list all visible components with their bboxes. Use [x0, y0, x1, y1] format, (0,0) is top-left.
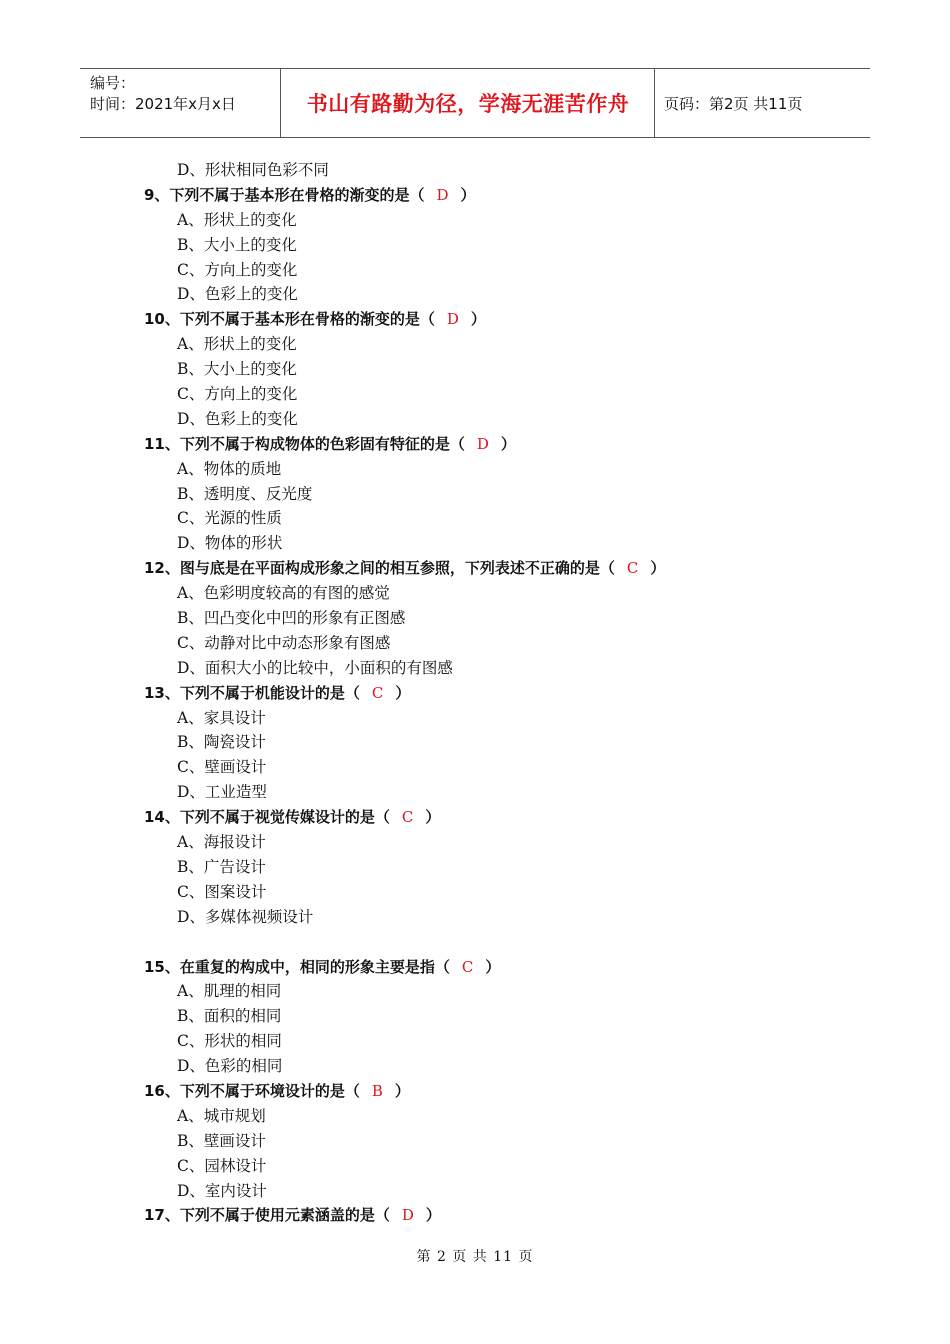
option-item: C、园林设计: [177, 1156, 267, 1175]
option-item: A、物体的质地: [177, 459, 282, 478]
option-item: A、形状上的变化: [177, 210, 297, 229]
answer-mark: C: [626, 559, 639, 578]
option-item: C、方向上的变化: [177, 260, 298, 279]
question-text: 10、下列不属于基本形在骨格的渐变的是（: [144, 310, 435, 329]
page-header: [80, 68, 870, 138]
option-item: B、广告设计: [177, 857, 266, 876]
question-line: [0, 307, 950, 332]
option-item: D、形状相同色彩不同: [177, 161, 329, 179]
option-item: C、方向上的变化: [177, 385, 298, 404]
answer-mark: D: [446, 310, 459, 329]
serial-label: 编号：: [90, 74, 136, 92]
question-line: [0, 556, 950, 581]
question-close: ）: [425, 808, 441, 827]
option-item: A、城市规划: [177, 1106, 266, 1125]
option-item: C、壁画设计: [177, 758, 267, 777]
option-item: B、陶瓷设计: [177, 733, 266, 752]
question-text: 17、下列不属于使用元素涵盖的是（: [144, 1206, 390, 1225]
answer-mark: C: [371, 683, 384, 702]
question-line: [0, 681, 950, 706]
question-close: ）: [395, 683, 411, 702]
question-line: [0, 432, 950, 457]
question-text: 12、图与底是在平面构成形象之间的相互参照，下列表述不正确的是（: [144, 559, 615, 578]
option-item: D、多媒体视频设计: [177, 907, 314, 926]
header-motto: 书山有路勤为径，学海无涯苦作舟: [306, 92, 630, 116]
question-text: 9、下列不属于基本形在骨格的渐变的是（: [144, 185, 425, 204]
question-line: [0, 1203, 950, 1228]
option-item: D、物体的形状: [177, 534, 283, 553]
option-item: D、色彩上的变化: [177, 409, 298, 428]
spacer: [0, 930, 950, 955]
page-footer: 第 2 页 共 11 页: [416, 1249, 534, 1265]
time-label: 时间：2021年x月x日: [90, 95, 236, 113]
question-close: ）: [500, 434, 516, 453]
option-item: A、色彩明度较高的有图的感觉: [177, 584, 390, 603]
answer-mark: B: [371, 1081, 383, 1100]
option-item: A、海报设计: [177, 833, 266, 852]
option-item: D、室内设计: [177, 1181, 267, 1200]
question-close: ）: [460, 185, 476, 204]
question-line: [0, 955, 950, 980]
question-close: ）: [485, 957, 501, 976]
answer-mark: C: [401, 808, 414, 827]
question-close: ）: [470, 310, 486, 329]
option-item: A、肌理的相同: [177, 982, 282, 1001]
option-item: B、面积的相同: [177, 1007, 282, 1026]
question-close: ）: [650, 559, 666, 578]
question-close: ）: [394, 1081, 410, 1100]
header-divider: [280, 69, 281, 137]
option-item: C、动静对比中动态形象有图感: [177, 633, 391, 652]
option-item: A、家具设计: [177, 708, 266, 727]
answer-mark: D: [436, 185, 449, 204]
question-text: 13、下列不属于机能设计的是（: [144, 683, 360, 702]
header-page-info: 页码：第2页 共11页: [664, 94, 803, 113]
answer-mark: D: [401, 1206, 414, 1225]
option-item: B、透明度、反光度: [177, 484, 313, 503]
question-text: 14、下列不属于视觉传媒设计的是（: [144, 808, 390, 827]
option-item: D、面积大小的比较中，小面积的有图感: [177, 658, 453, 677]
option-item: D、色彩上的变化: [177, 285, 298, 304]
option-item: B、大小上的变化: [177, 360, 297, 379]
header-meta: [80, 69, 280, 137]
answer-mark: D: [476, 434, 489, 453]
option-item: B、大小上的变化: [177, 235, 297, 254]
question-line: [0, 183, 950, 208]
option-item: D、工业造型: [177, 783, 267, 802]
option-item: C、图案设计: [177, 882, 267, 901]
option-item: A、形状上的变化: [177, 335, 297, 354]
question-line: [0, 805, 950, 830]
option-item: D、色彩的相同: [177, 1057, 283, 1076]
question-close: ）: [425, 1206, 441, 1225]
question-list: [0, 158, 950, 1228]
header-divider: [654, 69, 655, 137]
option-item: C、形状的相同: [177, 1032, 282, 1051]
option-item: B、壁画设计: [177, 1131, 266, 1150]
option-item: B、凹凸变化中凹的形象有正图感: [177, 609, 406, 628]
question-text: 15、在重复的构成中，相同的形象主要是指（: [144, 957, 450, 976]
answer-mark: C: [461, 957, 474, 976]
question-line: [0, 1079, 950, 1104]
option-item: C、光源的性质: [177, 509, 282, 528]
question-text: 11、下列不属于构成物体的色彩固有特征的是（: [144, 434, 465, 453]
question-text: 16、下列不属于环境设计的是（: [144, 1081, 360, 1100]
